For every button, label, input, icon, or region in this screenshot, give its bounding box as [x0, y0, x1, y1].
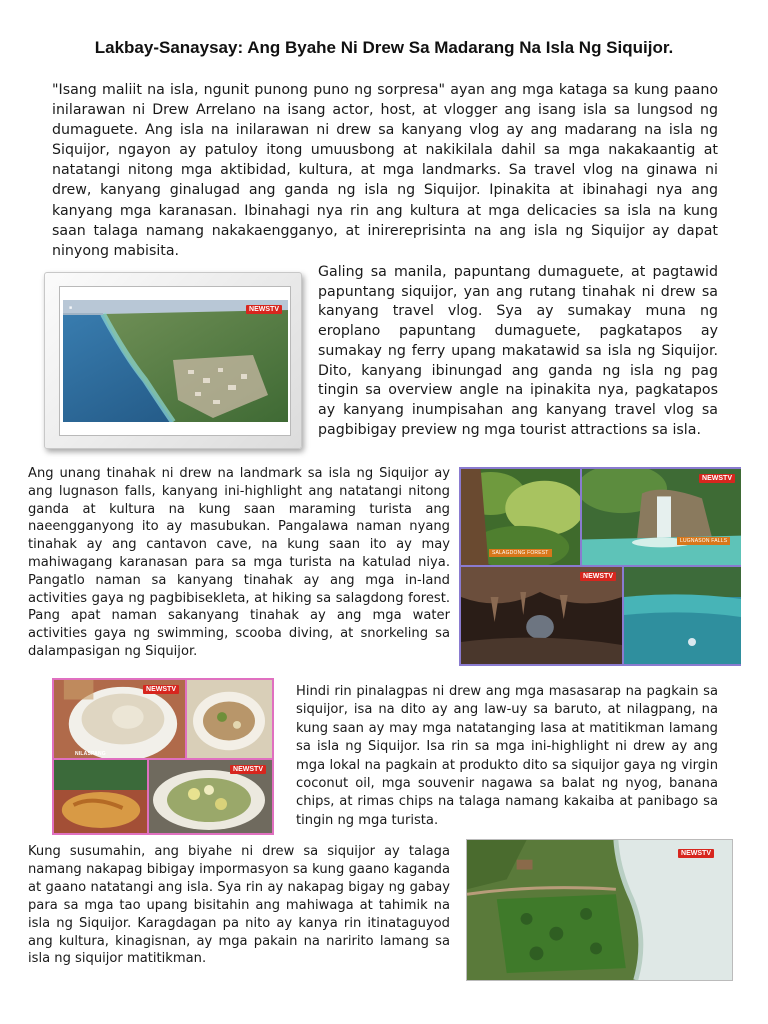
nilagpang-soup-photo — [54, 680, 187, 760]
conclusion-paragraph: Kung susumahin, ang biyahe ni drew sa siquijor ay talaga namang nakapag bibigay impormasyon sa kung gaano kaganda at gaano natatangi ang isla. Sya rin ay nakapag bigay ng gabay para sa mga tao upang bisitahin ang mahiwaga at tahimik na isla ng Siquijor. Karagdagan pa nito ay kanya rin itinataguyod ang kultura, kinagisnan, ay mga pakain na naririto lamang sa isla ng siquijor matitikman. — [28, 844, 450, 967]
food-collage — [52, 678, 274, 835]
aerial-photo-mat — [59, 286, 291, 436]
food-paragraph: Hindi rin pinalagpas ni drew ang mga masasarap na pagkain sa siquijor, isa na dito ay ang law-uy sa baruto, at nilagpang, na kung saan ay may mga natatanging lasa at matitikman lamang sa isla ng Siquijor. Isa rin sa mga ini-highlight ni drew ay ang mga lokal na pagkain at produkto dito sa siquijor gaya ng virgin coconut oil, mga souvenir nagawa sa balat ng nyog, banana chips, at rimas chips na talaga namang kakaiba at panibago sa tingin ng mga turista. — [296, 684, 718, 828]
news-badge: NEWSTV — [678, 849, 714, 858]
coastline-aerial-photo — [466, 839, 733, 981]
snorkeling-water-photo — [624, 567, 741, 664]
news-badge: NEWSTV — [580, 572, 616, 581]
news-badge: NEWSTV — [143, 685, 179, 694]
forest-caption: SALAGDONG FOREST — [489, 549, 552, 557]
fried-snacks-photo — [54, 760, 149, 833]
lugnason-falls-photo — [582, 469, 741, 567]
landmarks-collage — [459, 467, 741, 666]
aerial-island-photo — [63, 300, 288, 422]
aerial-photo-frame — [44, 272, 302, 449]
news-badge: NEWSTV — [230, 765, 266, 774]
landmarks-paragraph: Ang unang tinahak ni drew na landmark sa isla ng Siquijor ay ang lugnason falls, kanyang ini-highlight ang natatangi nitong ganda at kultura na kung saan maraming turista ang naeengganyong ito ay masubukan. Pangalawa naman nyang tinahak ay ang cantavon cave, na kung saan ito ay may mahiwagang karanasan para sa mga turista na katulad niya. Pangatlo naman sa kanyang tinahak ay ang mga in-land activities gaya ng pagbibisekleta, at hiking sa salagdong forest. Pang apat naman sakanyang tinahak ay ang mga water activities gaya ng swimming, scooba diving, at snorkeling sa dalampasigan ng Siquijor. — [28, 466, 450, 659]
news-badge: NEWSTV — [246, 305, 282, 314]
intro-paragraph: "Isang maliit na isla, ngunit punong puno ng sorpresa" ayan ang mga kataga sa kung paano inilarawan ni Drew Arrelano na isang actor, host, at vlogger ang isang isla sa lungsod ng dumaguete. Ang isla na inilarawan ni drew sa kanyang vlog ay ang madarang na isla ng Siquijor, ngayon ay patuloy itong umuusbong at nakikilala dahil sa mga nakakaantig at natatangi nitong mga aktibidad, kultura, at mga landmarks. Sa travel vlog na ginawa ni drew, kanyang ginalugad ang ganda ng isla ng Siquijor. Ipinakita at ibinahagi nya ang kanyang mga karanasan. Ibinahagi nya rin ang kultura at mga delicacies sa isla na kung saan talaga namang nakakaengganyo, at inirereprisinta na ang isla ng Siquijor ay dapat ninyong mabisita. — [52, 82, 718, 259]
salagdong-forest-photo — [461, 469, 582, 567]
food-caption: NILASPANG — [75, 751, 106, 757]
aerial-watermark: ■ — [69, 305, 73, 311]
vegetable-dish-photo — [149, 760, 272, 833]
route-paragraph: Galing sa manila, papuntang dumaguete, at pagtawid papuntang siquijor, yan ang rutang tinahak ni drew sa kanyang travel vlog. Sya ay sumakay muna ng eroplano papuntang dumaguete, pagkatapos ay sumakay ng ferry upang makatawid sa isla ng Siquijor. Dito, kanyang ibinungad ang ganda ng isla ng pag tingin sa overview angle na ipinakita nya, pagkatapos ay kanyang inumpisahan ang kanyang travel vlog sa pagbibigay preview ng mga tourist attractions sa isla. — [318, 264, 718, 438]
page-title: Lakbay-Sanaysay: Ang Byahe Ni Drew Sa Madarang Na Isla Ng Siquijor. — [94, 38, 674, 57]
news-badge: NEWSTV — [699, 474, 735, 483]
falls-caption: LUGNASON FALLS — [677, 537, 730, 545]
cantavon-cave-photo — [461, 567, 624, 664]
law-uy-dish-photo — [187, 680, 272, 760]
